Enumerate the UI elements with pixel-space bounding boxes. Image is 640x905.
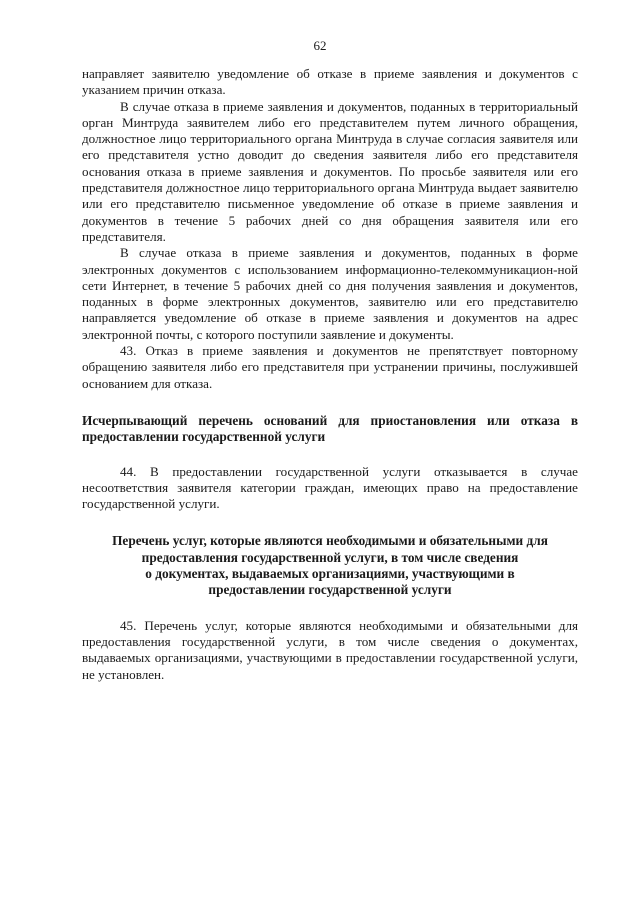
- paragraph-continuation: направляет заявителю уведомление об отказе в приеме заявления и документов с указанием причин отказа.: [82, 66, 578, 98]
- paragraph-in-person-refusal: В случае отказа в приеме заявления и документов, поданных в территориальный орган Минтруда заявителем либо его представителем путем личного обращения, должностное лицо территориального органа Минтруда в случае согласия заявителя или его представителя устно доводит до сведения заявителя либо его представителя основания отказа в приеме заявления и документов. По просьбе заявителя или его представителя должностное лицо территориального органа Минтруда выдает заявителю или его представителю письменное уведомление об отказе в приеме заявления и документов в течение 5 рабочих дней со дня обращения заявителя или его представителя.: [82, 98, 578, 244]
- heading-line: предоставления государственной услуги, в том числе сведения: [141, 549, 519, 565]
- heading-line: о документах, выдаваемых организациями, участвующими в: [145, 566, 515, 582]
- section-heading-required-services: [82, 533, 578, 598]
- paragraph-43: 43. Отказ в приеме заявления и документов не препятствует повторному обращению заявителя либо его представителя при устранении причины, послужившей основанием для отказа.: [82, 343, 578, 391]
- paragraph-electronic-refusal: В случае отказа в приеме заявления и документов, поданных в форме электронных документов с использованием информационно-телекоммуникацион-ной сети Интернет, в течение 5 рабочих дней со дня получения заявления и документов, поданных в форме электронных документов, заявителю или его представителю направляется уведомление об отказе в приеме заявления и документов на адрес электронной почты, с которого поступили заявление и документы.: [82, 245, 578, 342]
- page-number: 62: [313, 38, 327, 53]
- heading-line: Перечень услуг, которые являются необходимыми и обязательными для: [112, 533, 548, 549]
- document-body: [82, 66, 578, 683]
- paragraph-44: 44. В предоставлении государственной услуги отказывается в случае несоответствия заявителя категории граждан, имеющих право на предоставление государственной услуги.: [82, 463, 578, 512]
- section-heading-refusal-grounds: Исчерпывающий перечень оснований для приостановления или отказа в предоставлении государственной услуги: [82, 412, 578, 445]
- heading-line: предоставлении государственной услуги: [208, 582, 452, 598]
- paragraph-45: 45. Перечень услуг, которые являются необходимыми и обязательными для предоставления государственной услуги, в том числе сведения о документах, выдаваемых организациями, участвующими в предоставлении государственной услуги, не установлен.: [82, 617, 578, 682]
